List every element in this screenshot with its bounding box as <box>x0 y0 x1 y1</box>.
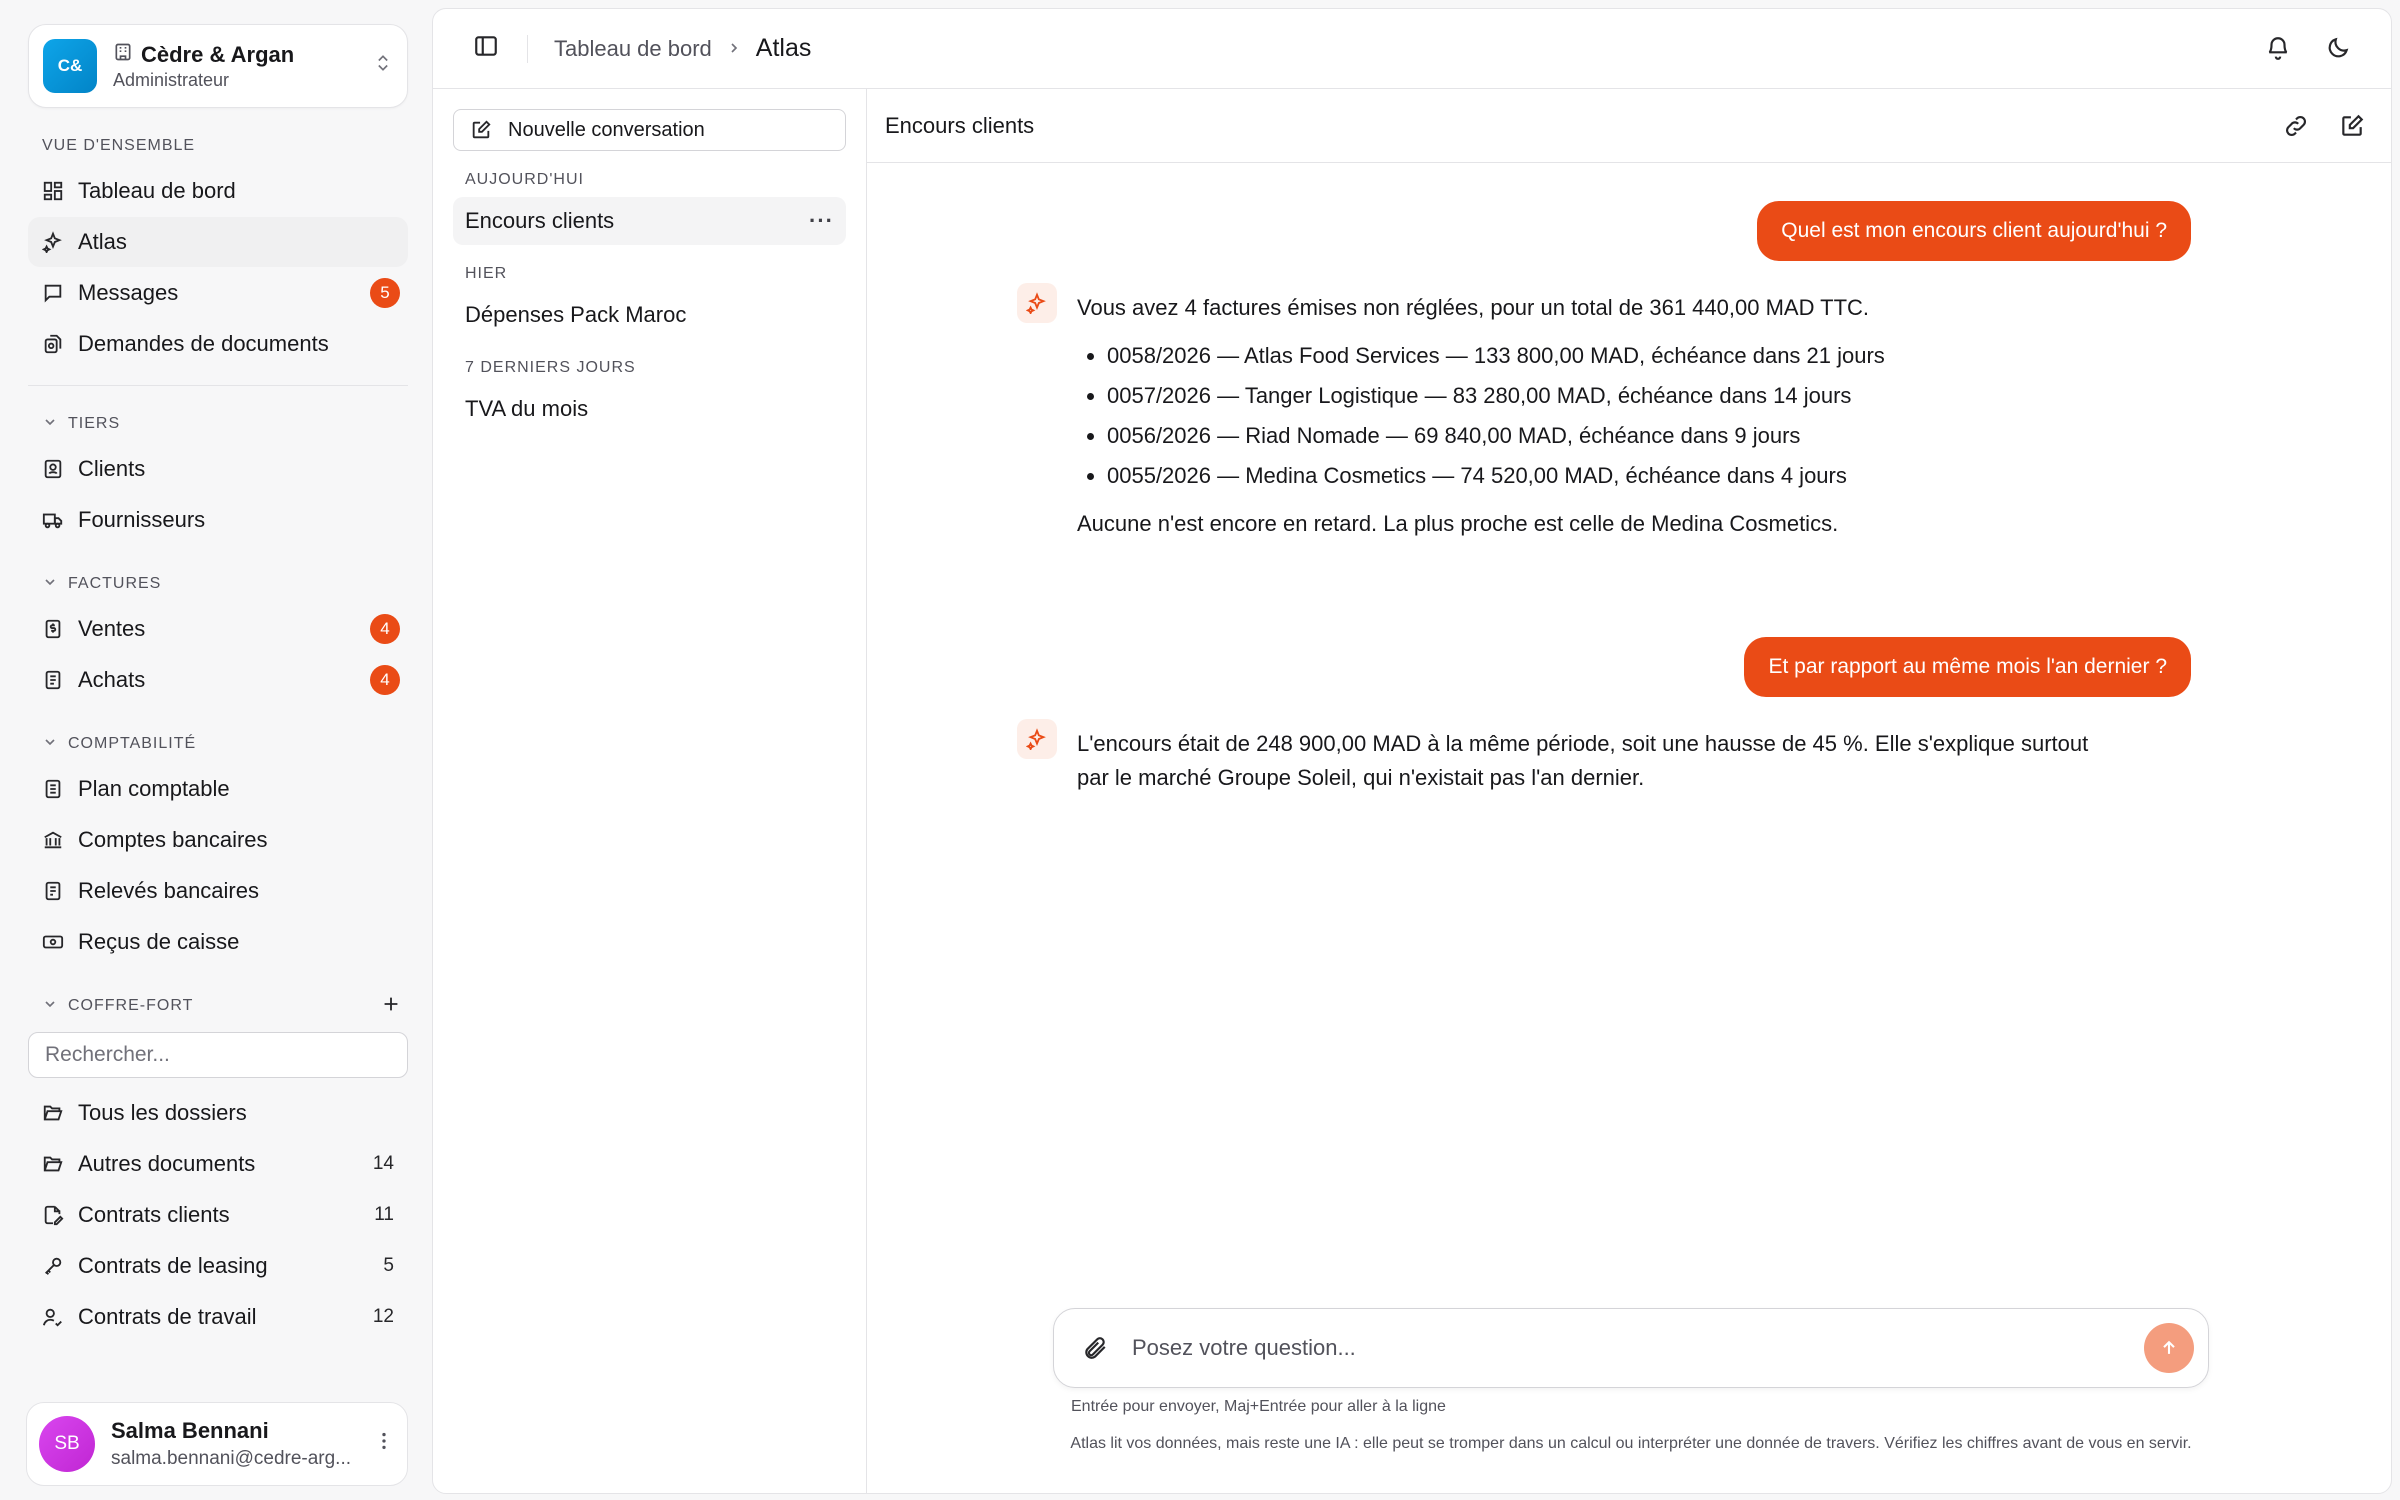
send-button[interactable] <box>2144 1323 2194 1373</box>
sidebar-item-plan-comptable[interactable] <box>28 764 408 814</box>
user-info <box>111 1418 373 1470</box>
sidebar-item-label: Demandes de documents <box>78 331 329 356</box>
org-name: Cèdre & Argan <box>141 41 295 67</box>
count-badge: 4 <box>370 614 400 644</box>
top-bar <box>433 9 2391 89</box>
user-email: salma.bennani@cedre-arg... <box>111 1448 352 1469</box>
ai-disclaimer: Atlas lit vos données, mais reste une IA : elle peut se tromper dans un calcul ou interpréter une donnée de travers. Vérifiez les chiffres avant de vous en servir. <box>1070 1435 2192 1452</box>
more-vertical-icon[interactable] <box>373 1430 395 1458</box>
invoice-icon <box>40 667 66 693</box>
assistant-text: L'encours était de 248 900,00 MAD à la même période, soit une hausse de 45 %. Elle s'explique surtout par le marché Groupe Soleil, qui n'existait pas l'an dernier. <box>1077 731 2089 790</box>
sidebar-item-ventes[interactable] <box>28 604 408 654</box>
ledger-icon <box>40 776 66 802</box>
section-toggle-coffre-fort[interactable] <box>28 986 408 1026</box>
sidebar-item-fournisseurs[interactable] <box>28 495 408 545</box>
vault-search-input[interactable] <box>45 1043 407 1067</box>
sidebar-item-label: Comptes bancaires <box>78 827 268 852</box>
add-folder-button[interactable] <box>380 993 402 1020</box>
assistant-text: Vous avez 4 factures émises non réglées, pour un total de 361 440,00 MAD TTC. <box>1077 295 1870 320</box>
invoice-list <box>1107 339 2107 493</box>
chat-panel <box>867 89 2391 1493</box>
bell-icon[interactable] <box>2265 35 2291 67</box>
chat-header <box>867 89 2391 163</box>
sidebar-item-label: Autres documents <box>78 1151 256 1176</box>
sidebar-item-recus-de-caisse[interactable] <box>28 917 408 967</box>
org-role: Administrateur <box>113 69 230 90</box>
user-menu[interactable] <box>26 1402 408 1486</box>
atlas-sparkle-icon <box>1017 719 1057 759</box>
sidebar-item-label: Tous les dossiers <box>78 1100 247 1125</box>
user-check-icon <box>40 1304 66 1330</box>
conversation-title: TVA du mois <box>465 396 589 421</box>
list-item: • 0056/2026 — Riad Nomade — 69 840,00 MAD, échéance dans 9 jours <box>1107 419 2107 453</box>
section-toggle-comptabilite[interactable] <box>28 724 408 764</box>
user-name: Salma Bennani <box>111 1418 269 1443</box>
sidebar-item-label: Contrats de travail <box>78 1304 257 1329</box>
list-item: • 0057/2026 — Tanger Logistique — 83 280,00 MAD, échéance dans 14 jours <box>1107 379 2107 413</box>
folder-open-icon <box>40 1100 66 1126</box>
top-actions <box>2265 35 2351 67</box>
folder-open-icon <box>40 1151 66 1177</box>
invoice-icon <box>40 616 66 642</box>
divider <box>28 385 408 386</box>
cash-icon <box>40 929 66 955</box>
chevron-down-icon <box>42 414 60 435</box>
section-toggle-tiers[interactable] <box>28 404 408 444</box>
sidebar-item-autres-documents[interactable] <box>28 1139 408 1189</box>
moon-icon[interactable] <box>2325 35 2351 67</box>
link-icon[interactable] <box>2283 113 2309 145</box>
conversation-list <box>433 89 867 1493</box>
sidebar-item-contrats-de-leasing[interactable] <box>28 1241 408 1291</box>
item-count: 11 <box>374 1204 394 1225</box>
sidebar-item-achats[interactable] <box>28 655 408 705</box>
sidebar-item-label: Clients <box>78 456 146 481</box>
message-input[interactable] <box>1132 1335 2144 1361</box>
sidebar-item-contrats-de-travail[interactable] <box>28 1292 408 1342</box>
sidebar-item-contrats-clients[interactable] <box>28 1190 408 1240</box>
sidebar-item-label: Contrats clients <box>78 1202 230 1227</box>
group-title: HIER <box>465 265 508 282</box>
sidebar-item-messages[interactable] <box>28 268 408 318</box>
list-item: • 0058/2026 — Atlas Food Services — 133 800,00 MAD, échéance dans 21 jours <box>1107 339 2107 373</box>
section-title: FACTURES <box>68 575 162 592</box>
sidebar-item-label: Atlas <box>78 229 127 254</box>
section-title: COMPTABILITÉ <box>68 735 197 752</box>
assistant-message <box>1077 291 2107 541</box>
sidebar-item-label: Relevés bancaires <box>78 878 259 903</box>
bank-icon <box>40 827 66 853</box>
chevrons-up-down-icon <box>373 53 393 79</box>
sidebar-item-tableau-de-bord[interactable] <box>28 166 408 216</box>
conversation-title: Encours clients <box>465 208 615 233</box>
contacts-icon <box>40 456 66 482</box>
sidebar-toggle-icon[interactable] <box>473 33 499 65</box>
new-conversation-button[interactable] <box>453 109 846 151</box>
sidebar-item-label: Achats <box>78 667 146 692</box>
assistant-text: Aucune n'est encore en retard. La plus proche est celle de Medina Cosmetics. <box>1077 511 1839 536</box>
section-title: TIERS <box>68 415 121 432</box>
org-name-row <box>113 42 373 68</box>
sidebar-item-clients[interactable] <box>28 444 408 494</box>
section-title: COFFRE-FORT <box>68 997 194 1014</box>
user-message: Quel est mon encours client aujourd'hui ? <box>1757 201 2191 261</box>
sidebar-item-demandes-documents[interactable] <box>28 319 408 369</box>
sidebar-item-releves-bancaires[interactable] <box>28 866 408 916</box>
user-message: Et par rapport au même mois l'an dernier ? <box>1744 637 2191 697</box>
org-logo: C& <box>43 39 97 93</box>
message-composer <box>1053 1308 2209 1388</box>
paperclip-icon[interactable] <box>1082 1335 1108 1361</box>
sidebar-item-label: Reçus de caisse <box>78 929 240 954</box>
edit-icon <box>470 119 492 141</box>
sidebar-item-label: Messages <box>78 280 179 305</box>
composer-hint: Entrée pour envoyer, Maj+Entrée pour aller à la ligne <box>1071 1398 1446 1415</box>
chat-title: Encours clients <box>885 112 1035 138</box>
sidebar-item-label: Plan comptable <box>78 776 230 801</box>
list-item: • 0055/2026 — Medina Cosmetics — 74 520,00 MAD, échéance dans 4 jours <box>1107 459 2107 493</box>
sidebar <box>0 0 432 1500</box>
message-icon <box>40 280 66 306</box>
item-count: 5 <box>383 1255 394 1276</box>
section-toggle-factures[interactable] <box>28 564 408 604</box>
breadcrumb-parent[interactable]: Tableau de bord <box>554 35 712 61</box>
document-request-icon <box>40 331 66 357</box>
atlas-sparkle-icon <box>1017 283 1057 323</box>
conversation-item[interactable] <box>453 197 846 245</box>
chevron-down-icon <box>42 996 60 1017</box>
contract-icon <box>40 1202 66 1228</box>
sidebar-item-atlas[interactable] <box>28 217 408 267</box>
conversation-title: Dépenses Pack Maroc <box>465 302 687 327</box>
group-title: AUJOURD'HUI <box>465 171 584 188</box>
edit-icon[interactable] <box>2339 113 2365 145</box>
building-icon <box>113 42 133 68</box>
sidebar-item-label: Tableau de bord <box>78 178 236 203</box>
conversation-item[interactable] <box>453 385 846 433</box>
more-horizontal-icon[interactable]: ··· <box>809 208 834 233</box>
item-count: 12 <box>372 1306 394 1327</box>
statement-icon <box>40 878 66 904</box>
sidebar-item-tous-les-dossiers[interactable] <box>28 1088 408 1138</box>
chevron-right-icon <box>726 36 742 62</box>
chevron-down-icon <box>42 734 60 755</box>
count-badge: 4 <box>370 665 400 695</box>
sidebar-item-label: Contrats de leasing <box>78 1253 268 1278</box>
group-title: 7 DERNIERS JOURS <box>465 359 636 376</box>
org-switcher[interactable] <box>28 24 408 108</box>
conversation-item[interactable] <box>453 291 846 339</box>
sidebar-item-comptes-bancaires[interactable] <box>28 815 408 865</box>
arrow-up-icon <box>2159 1338 2179 1358</box>
avatar: SB <box>39 1416 95 1472</box>
section-title-overview: VUE D'ENSEMBLE <box>42 137 196 154</box>
chat-actions <box>2283 113 2365 145</box>
unread-badge: 5 <box>370 278 400 308</box>
vault-search-field[interactable] <box>28 1032 408 1078</box>
item-count: 14 <box>372 1153 394 1174</box>
org-info <box>113 42 373 91</box>
key-icon <box>40 1253 66 1279</box>
chevron-down-icon <box>42 574 60 595</box>
new-conversation-label: Nouvelle conversation <box>508 118 705 141</box>
sidebar-item-label: Ventes <box>78 616 146 641</box>
assistant-message <box>1077 727 2107 795</box>
dashboard-icon <box>40 178 66 204</box>
breadcrumb <box>554 34 811 63</box>
breadcrumb-current: Atlas <box>755 34 812 62</box>
main-panel <box>432 8 2392 1494</box>
truck-icon <box>40 507 66 533</box>
divider <box>527 35 528 63</box>
sidebar-item-label: Fournisseurs <box>78 507 206 532</box>
sparkle-icon <box>40 229 66 255</box>
